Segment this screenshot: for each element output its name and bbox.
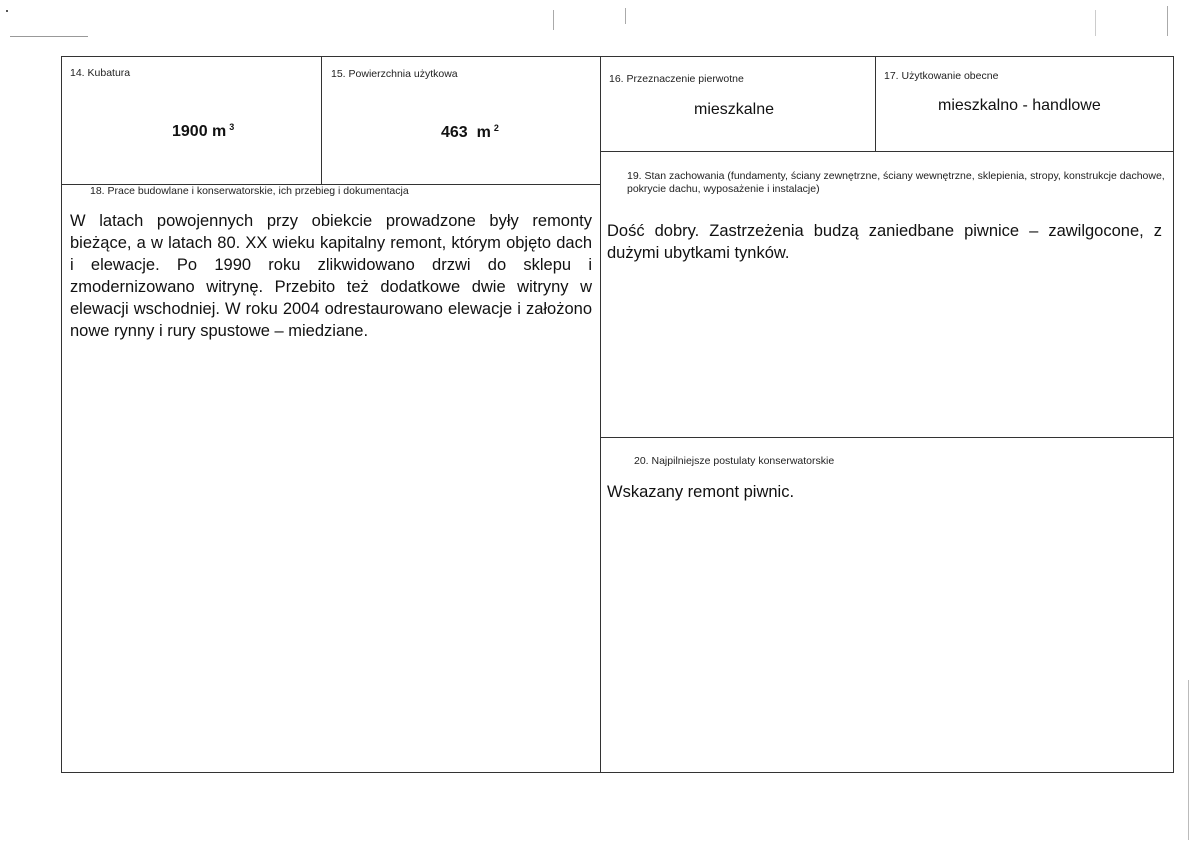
field-14-value-text: 1900 m (172, 123, 227, 140)
field-17-label: 17. Użytkowanie obecne (884, 70, 999, 82)
field-17-value: mieszkalno - handlowe (938, 97, 1101, 114)
field-18-text: W latach powojennych przy obiekcie prowadzone były remonty bieżące, a w latach 80. XX wieku kapitalny remont, którym objęto dach i elewacje. Po 1990 roku zlikwidowano drzwi do sklepu i zmodernizowano witrynę. Przebito też dodatkowe dwie witryny w elewacji wschodniej. W roku 2004 odrestaurowano elewacje i założono nowe rynny i rury spustowe – miedziane. (70, 212, 592, 340)
field-19-label: 19. Stan zachowania (fundamenty, ściany zewnętrzne, ściany wewnętrzne, sklepienia, stropy, konstrukcje dachowe, pokrycie dachu, wyposażenie i instalacje) (627, 170, 1165, 195)
field-20-label: 20. Najpilniejsze postulaty konserwatorskie (634, 455, 835, 467)
scan-artifact-tick (1167, 6, 1168, 36)
scan-artifact-tick (625, 8, 626, 24)
field-14-value (172, 123, 234, 141)
field-15-unit-exponent: 2 (493, 123, 499, 133)
field-16-value: mieszkalne (694, 101, 775, 118)
scan-artifact-edge (1188, 680, 1189, 840)
field-20-text: Wskazany remont piwnic. (607, 483, 795, 501)
scan-artifact-tick (1095, 10, 1096, 36)
field-14-unit-exponent: 3 (229, 122, 235, 132)
field-19-text: Dość dobry. Zastrzeżenia budzą zaniedbane piwnice – zawilgocone, z dużymi ubytkami tynków. (607, 222, 1162, 262)
field-15-value-text: 463 m (441, 124, 491, 141)
divider-16-19 (600, 151, 1174, 152)
divider-left-right (600, 56, 601, 773)
divider-19-20 (600, 437, 1174, 438)
scan-artifact-line (10, 36, 88, 37)
divider-14-15 (321, 56, 322, 184)
field-16-label: 16. Przeznaczenie pierwotne (609, 73, 744, 85)
field-15-value (441, 124, 499, 142)
divider-16-17 (875, 56, 876, 152)
form-frame (61, 56, 1174, 773)
field-14-label: 14. Kubatura (70, 67, 131, 79)
scan-artifact-dot (6, 10, 8, 12)
scan-artifact-tick (553, 10, 554, 30)
field-18-label: 18. Prace budowlane i konserwatorskie, ich przebieg i dokumentacja (90, 185, 409, 197)
field-15-label: 15. Powierzchnia użytkowa (331, 68, 458, 80)
